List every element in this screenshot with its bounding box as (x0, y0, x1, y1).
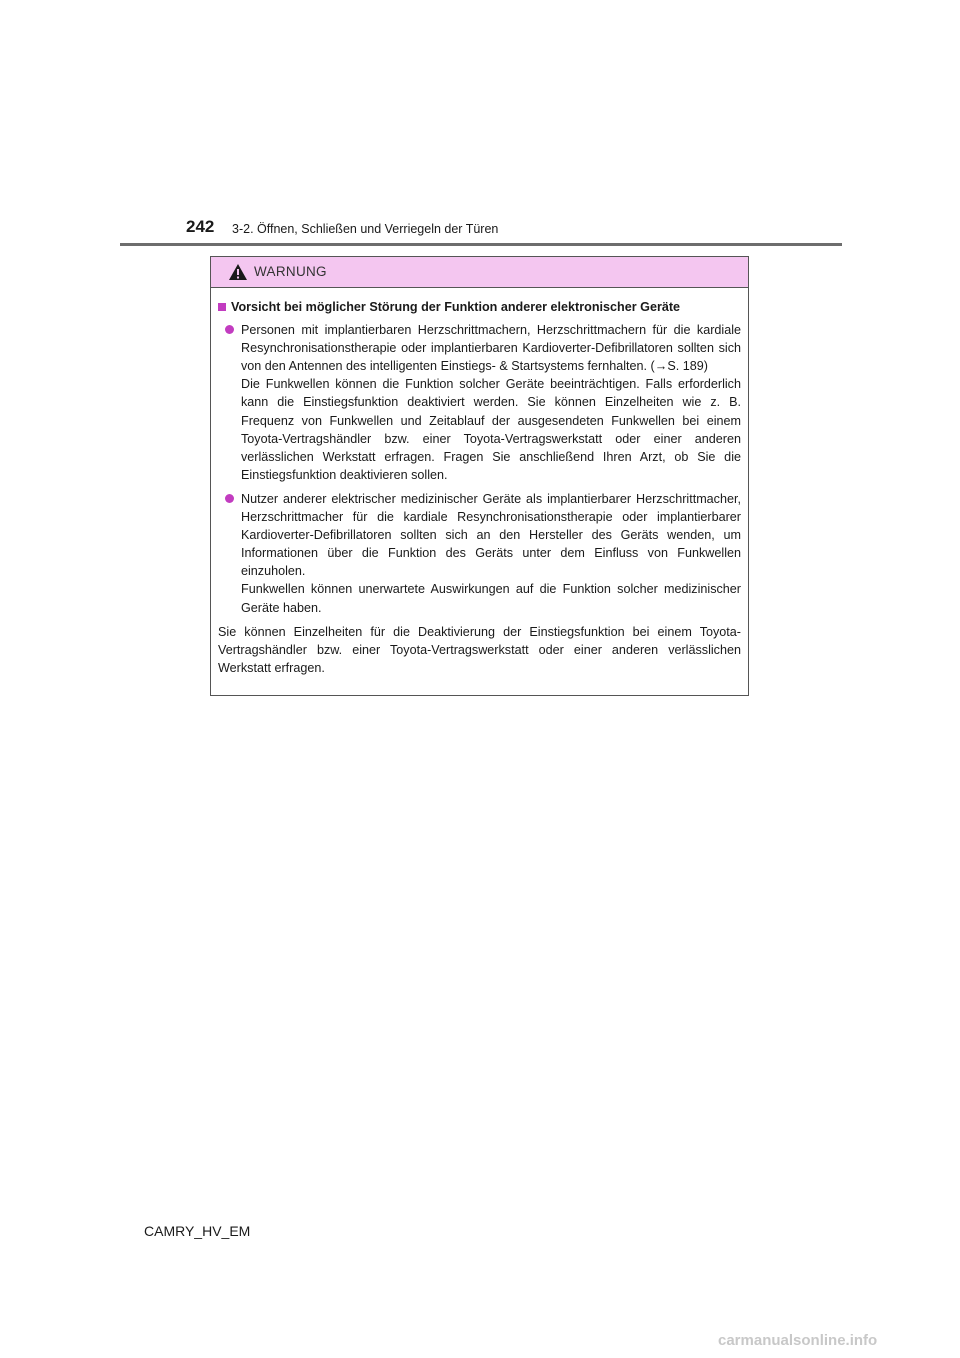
watermark: carmanualsonline.info (718, 1332, 878, 1349)
square-bullet-icon (218, 303, 226, 311)
section-title: 3-2. Öffnen, Schließen und Verriegeln der Türen (232, 222, 499, 236)
warning-body (211, 288, 748, 677)
list-item (225, 321, 741, 484)
list-item-paragraph: Personen mit implantierbaren Herzschrittmachern, Herzschrittmachern für die kardiale Resynchronisationstherapie oder implantierbaren Kardioverter-Defibrillatoren sollten sich von den Antennen des intelligenten Einstiegs- & Startsystems fernhalten. (→S. 189) (241, 323, 741, 374)
dot-bullet-icon (225, 325, 234, 334)
list-item-paragraph: Funkwellen können unerwartete Auswirkungen auf die Funktion solcher medizinischer Geräte haben. (241, 582, 741, 615)
page-number: 242 (186, 217, 215, 236)
warning-triangle-icon (228, 263, 248, 281)
list-item-paragraph: Die Funkwellen können die Funktion solcher Geräte beeinträchtigen. Falls erforderlich kann die Einstiegsfunktion deaktiviert werden. Sie können Einzelheiten wie z. B. Frequenz von Funkwellen und Zeitablauf der ausgesendeten Funkwellen bei einem Toyota-Vertragshändler bzw. einer Toyota-Vertragswerkstatt oder einer anderen verlässlichen Werkstatt erfragen. Fragen Sie anschließend Ihren Arzt, ob Sie die Einstiegsfunktion deaktivieren sollen. (241, 377, 741, 482)
list-item-paragraph: Nutzer anderer elektrischer medizinischer Geräte als implantierbarer Herzschrittmacher, Herzschrittmacher für die kardiale Resynchronisationstherapie oder implantierbarer Kardioverter-Defibrillatoren sollten sich an den Hersteller des Geräts wenden, um Informationen über die Funktion des Geräts unter dem Einfluss von Funkwellen einzuholen. (241, 491, 741, 579)
list-item-content (241, 321, 741, 484)
list-item (225, 490, 741, 617)
warning-header (211, 257, 748, 288)
warning-heading: Vorsicht bei möglicher Störung der Funktion anderer elektronischer Geräte (231, 300, 681, 314)
list-item-content (241, 490, 741, 617)
dot-bullet-icon (225, 494, 234, 503)
warning-box (210, 256, 749, 696)
warning-heading-row (218, 298, 741, 316)
footer-code: CAMRY_HV_EM (144, 1223, 251, 1239)
warning-label: WARNUNG (254, 264, 327, 279)
warning-note: Sie können Einzelheiten für die Deaktivierung der Einstiegsfunktion bei einem Toyota-Vertragshändler bzw. einer Toyota-Vertragswerkstatt oder einer anderen verlässlichen Werkstatt erfragen. (218, 624, 741, 675)
header-rule (120, 243, 842, 246)
